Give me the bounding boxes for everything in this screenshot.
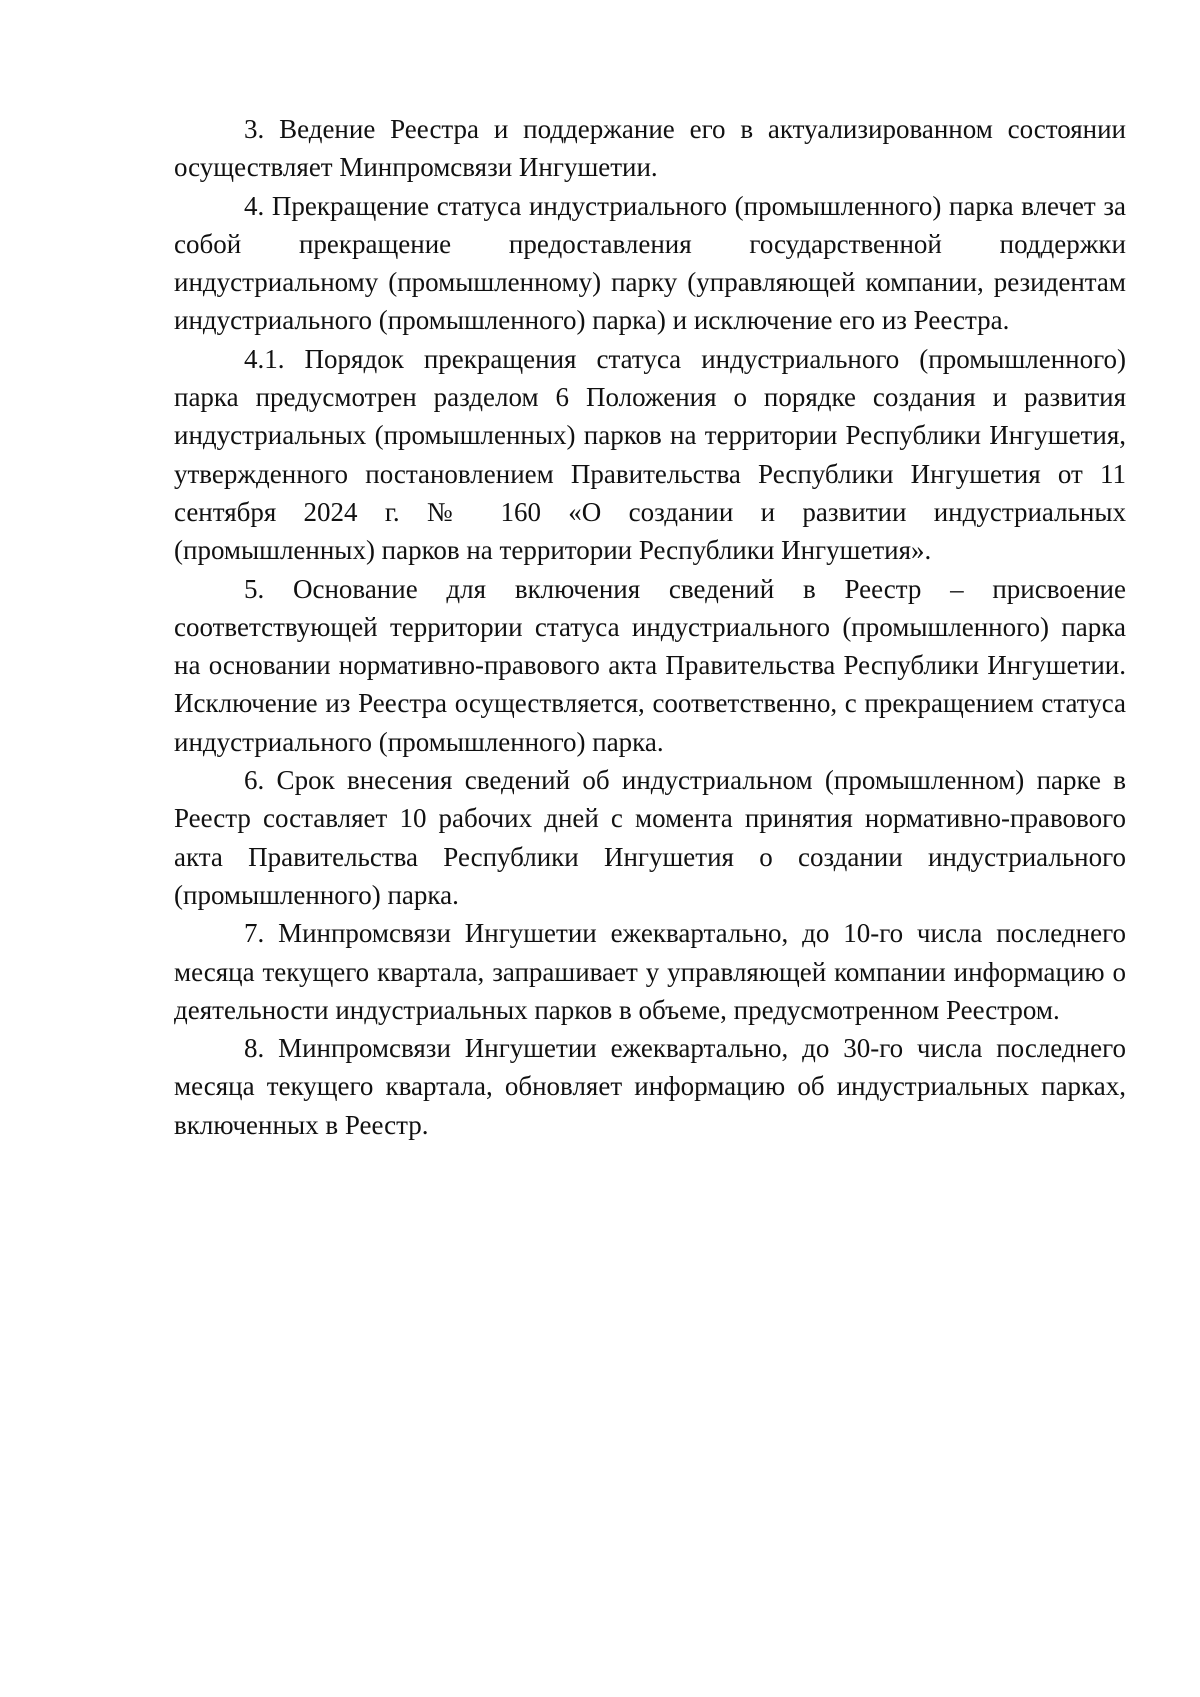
paragraph-4-1: 4.1. Порядок прекращения статуса индустриального (промышленного) парка предусмотрен разделом 6 Положения о порядке создания и развития индустриальных (промышленных) парков на территории Республики Ингушетия, утвержденного постановлением Правительства Республики Ингушетия от 11 сентября 2024 г. № 160 «О создании и развитии индустриальных (промышленных) парков на территории Республики Ингушетия». xyxy=(174,343,1126,566)
paragraph-4: 4. Прекращение статуса индустриального (промышленного) парка влечет за собой прекращение предоставления государственной поддержки индустриальному (промышленному) парку (управляющей компании, резидентам индустриального (промышленного) парка) и исключение его из Реестра. xyxy=(174,190,1126,336)
paragraph-3: 3. Ведение Реестра и поддержание его в актуализированном состоянии осуществляет Минпромсвязи Ингушетии. xyxy=(174,114,1126,183)
paragraph-8: 8. Минпромсвязи Ингушетии ежеквартально, до 30-го числа последнего месяца текущего квартала, обновляет информацию об индустриальных парках, включенных в Реестр. xyxy=(174,1033,1126,1140)
paragraph-6: 6. Срок внесения сведений об индустриальном (промышленном) парке в Реестр составляет 10 рабочих дней с момента принятия нормативно-правового акта Правительства Республики Ингушетия о создании индустриального (промышленного) парка. xyxy=(174,765,1126,910)
paragraph-7: 7. Минпромсвязи Ингушетии ежеквартально, до 10-го числа последнего месяца текущего квартала, запрашивает у управляющей компании информацию о деятельности индустриальных парков в объеме, предусмотренном Реестром. xyxy=(174,918,1126,1025)
paragraph-5: 5. Основание для включения сведений в Реестр – присвоение соответствующей территории статуса индустриального (промышленного) парка на основании нормативно-правового акта Правительства Республики Ингушетии. Исключение из Реестра осуществляется, соответственно, с прекращением статуса индустриального (промышленного) парка. xyxy=(174,573,1126,757)
document-body xyxy=(174,110,1126,1144)
